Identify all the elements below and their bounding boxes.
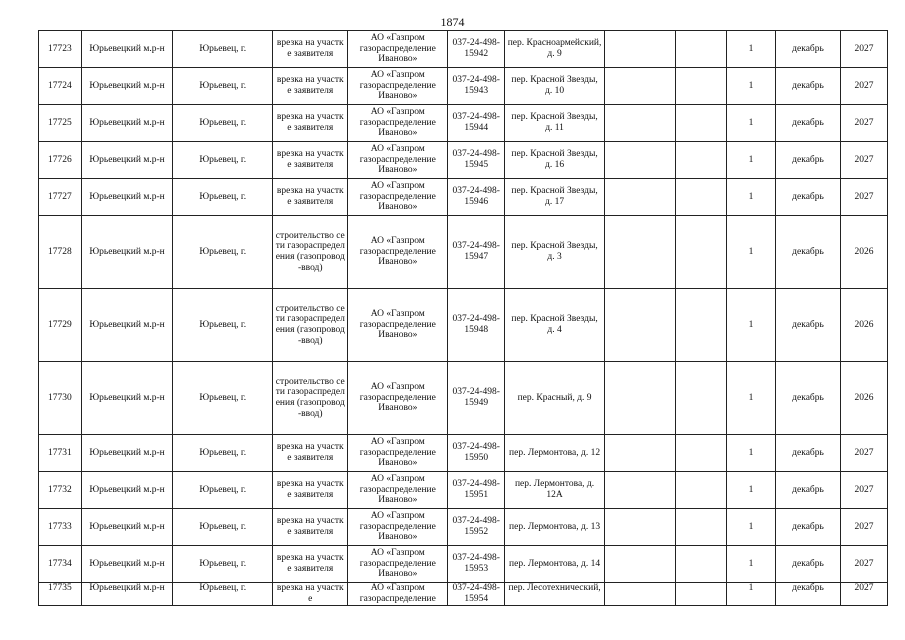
quantity-cell: 1 bbox=[727, 289, 776, 362]
code-cell: 037-24-498-15953 bbox=[448, 546, 505, 583]
quantity-cell: 1 bbox=[727, 546, 776, 583]
code-cell: 037-24-498-15947 bbox=[448, 216, 505, 289]
month-cell: декабрь bbox=[775, 435, 840, 472]
locality-cell: Юрьевец, г. bbox=[173, 362, 273, 435]
locality-cell: Юрьевец, г. bbox=[173, 105, 273, 142]
row-number-cell: 17728 bbox=[39, 216, 82, 289]
table-row bbox=[39, 216, 888, 289]
table-row bbox=[39, 142, 888, 179]
address-cell: пер. Красной Звезды, д. 11 bbox=[505, 105, 605, 142]
address-cell: пер. Красной Звезды, д. 16 bbox=[505, 142, 605, 179]
table-row bbox=[39, 509, 888, 546]
empty-cell bbox=[604, 546, 675, 583]
quantity-cell: 1 bbox=[727, 68, 776, 105]
quantity-cell: 1 bbox=[727, 216, 776, 289]
code-cell: 037-24-498-15942 bbox=[448, 31, 505, 68]
organization-cell: АО «Газпром газораспределение Иваново» bbox=[348, 362, 448, 435]
organization-cell: АО «Газпром газораспределение bbox=[348, 583, 448, 606]
code-cell: 037-24-498-15946 bbox=[448, 179, 505, 216]
row-number-cell: 17723 bbox=[39, 31, 82, 68]
year-cell: 2027 bbox=[841, 583, 888, 606]
work-type-cell: строительство сети газораспределения (газопровод-ввод) bbox=[273, 216, 348, 289]
address-cell: пер. Красный, д. 9 bbox=[505, 362, 605, 435]
month-cell: декабрь bbox=[775, 179, 840, 216]
address-cell: пер. Красной Звезды, д. 17 bbox=[505, 179, 605, 216]
row-number-cell: 17726 bbox=[39, 142, 82, 179]
work-type-cell: врезка на участке заявителя bbox=[273, 509, 348, 546]
month-cell: декабрь bbox=[775, 68, 840, 105]
empty-cell bbox=[604, 472, 675, 509]
month-cell: декабрь bbox=[775, 142, 840, 179]
row-number-cell: 17735 bbox=[39, 583, 82, 606]
empty-cell bbox=[676, 179, 727, 216]
table-row bbox=[39, 105, 888, 142]
year-cell: 2027 bbox=[841, 179, 888, 216]
locality-cell: Юрьевец, г. bbox=[173, 179, 273, 216]
district-cell: Юрьевецкий м.р-н bbox=[81, 142, 173, 179]
row-number-cell: 17731 bbox=[39, 435, 82, 472]
organization-cell: АО «Газпром газораспределение Иваново» bbox=[348, 179, 448, 216]
empty-cell bbox=[676, 472, 727, 509]
empty-cell bbox=[604, 362, 675, 435]
address-cell: пер. Красной Звезды, д. 10 bbox=[505, 68, 605, 105]
empty-cell bbox=[604, 179, 675, 216]
organization-cell: АО «Газпром газораспределение Иваново» bbox=[348, 435, 448, 472]
district-cell: Юрьевецкий м.р-н bbox=[81, 509, 173, 546]
row-number-cell: 17724 bbox=[39, 68, 82, 105]
month-cell: декабрь bbox=[775, 216, 840, 289]
code-cell: 037-24-498-15952 bbox=[448, 509, 505, 546]
locality-cell: Юрьевец, г. bbox=[173, 289, 273, 362]
year-cell: 2026 bbox=[841, 362, 888, 435]
row-number-cell: 17727 bbox=[39, 179, 82, 216]
address-cell: пер. Лермонтова, д. 12А bbox=[505, 472, 605, 509]
address-cell: пер. Лесотехнический, bbox=[505, 583, 605, 606]
empty-cell bbox=[676, 362, 727, 435]
empty-cell bbox=[604, 583, 675, 606]
empty-cell bbox=[676, 142, 727, 179]
empty-cell bbox=[676, 216, 727, 289]
row-number-cell: 17725 bbox=[39, 105, 82, 142]
empty-cell bbox=[604, 105, 675, 142]
month-cell: декабрь bbox=[775, 31, 840, 68]
locality-cell: Юрьевец, г. bbox=[173, 583, 273, 606]
year-cell: 2027 bbox=[841, 31, 888, 68]
locality-cell: Юрьевец, г. bbox=[173, 472, 273, 509]
address-cell: пер. Лермонтова, д. 13 bbox=[505, 509, 605, 546]
row-number-cell: 17729 bbox=[39, 289, 82, 362]
work-type-cell: врезка на участке bbox=[273, 583, 348, 606]
locality-cell: Юрьевец, г. bbox=[173, 142, 273, 179]
year-cell: 2027 bbox=[841, 68, 888, 105]
code-cell: 037-24-498-15950 bbox=[448, 435, 505, 472]
code-cell: 037-24-498-15944 bbox=[448, 105, 505, 142]
year-cell: 2027 bbox=[841, 472, 888, 509]
work-type-cell: врезка на участке заявителя bbox=[273, 68, 348, 105]
empty-cell bbox=[604, 31, 675, 68]
month-cell: декабрь bbox=[775, 472, 840, 509]
organization-cell: АО «Газпром газораспределение Иваново» bbox=[348, 509, 448, 546]
year-cell: 2027 bbox=[841, 142, 888, 179]
locality-cell: Юрьевец, г. bbox=[173, 216, 273, 289]
work-type-cell: врезка на участке заявителя bbox=[273, 179, 348, 216]
row-number-cell: 17733 bbox=[39, 509, 82, 546]
address-cell: пер. Красноармейский, д. 9 bbox=[505, 31, 605, 68]
month-cell: декабрь bbox=[775, 105, 840, 142]
quantity-cell: 1 bbox=[727, 472, 776, 509]
empty-cell bbox=[676, 546, 727, 583]
empty-cell bbox=[676, 105, 727, 142]
locality-cell: Юрьевец, г. bbox=[173, 68, 273, 105]
organization-cell: АО «Газпром газораспределение Иваново» bbox=[348, 31, 448, 68]
address-cell: пер. Лермонтова, д. 12 bbox=[505, 435, 605, 472]
quantity-cell: 1 bbox=[727, 509, 776, 546]
district-cell: Юрьевецкий м.р-н bbox=[81, 362, 173, 435]
district-cell: Юрьевецкий м.р-н bbox=[81, 435, 173, 472]
quantity-cell: 1 bbox=[727, 179, 776, 216]
empty-cell bbox=[604, 435, 675, 472]
address-cell: пер. Лермонтова, д. 14 bbox=[505, 546, 605, 583]
year-cell: 2027 bbox=[841, 435, 888, 472]
empty-cell bbox=[676, 583, 727, 606]
address-cell: пер. Красной Звезды, д. 3 bbox=[505, 216, 605, 289]
organization-cell: АО «Газпром газораспределение Иваново» bbox=[348, 472, 448, 509]
quantity-cell: 1 bbox=[727, 362, 776, 435]
quantity-cell: 1 bbox=[727, 583, 776, 606]
table-row bbox=[39, 583, 888, 606]
address-cell: пер. Красной Звезды, д. 4 bbox=[505, 289, 605, 362]
code-cell: 037-24-498-15943 bbox=[448, 68, 505, 105]
empty-cell bbox=[604, 216, 675, 289]
district-cell: Юрьевецкий м.р-н bbox=[81, 216, 173, 289]
empty-cell bbox=[604, 289, 675, 362]
empty-cell bbox=[676, 509, 727, 546]
quantity-cell: 1 bbox=[727, 142, 776, 179]
table-row bbox=[39, 289, 888, 362]
work-type-cell: строительство сети газораспределения (газопровод-ввод) bbox=[273, 289, 348, 362]
quantity-cell: 1 bbox=[727, 105, 776, 142]
organization-cell: АО «Газпром газораспределение Иваново» bbox=[348, 216, 448, 289]
work-type-cell: врезка на участке заявителя bbox=[273, 105, 348, 142]
work-type-cell: врезка на участке заявителя bbox=[273, 435, 348, 472]
quantity-cell: 1 bbox=[727, 31, 776, 68]
organization-cell: АО «Газпром газораспределение Иваново» bbox=[348, 68, 448, 105]
district-cell: Юрьевецкий м.р-н bbox=[81, 179, 173, 216]
locality-cell: Юрьевец, г. bbox=[173, 435, 273, 472]
year-cell: 2027 bbox=[841, 509, 888, 546]
code-cell: 037-24-498-15945 bbox=[448, 142, 505, 179]
empty-cell bbox=[604, 142, 675, 179]
year-cell: 2026 bbox=[841, 216, 888, 289]
empty-cell bbox=[604, 509, 675, 546]
work-type-cell: строительство сети газораспределения (газопровод-ввод) bbox=[273, 362, 348, 435]
organization-cell: АО «Газпром газораспределение Иваново» bbox=[348, 289, 448, 362]
table-row bbox=[39, 31, 888, 68]
code-cell: 037-24-498-15954 bbox=[448, 583, 505, 606]
organization-cell: АО «Газпром газораспределение Иваново» bbox=[348, 105, 448, 142]
month-cell: декабрь bbox=[775, 289, 840, 362]
locality-cell: Юрьевец, г. bbox=[173, 31, 273, 68]
locality-cell: Юрьевец, г. bbox=[173, 509, 273, 546]
year-cell: 2027 bbox=[841, 546, 888, 583]
district-cell: Юрьевецкий м.р-н bbox=[81, 546, 173, 583]
work-type-cell: врезка на участке заявителя bbox=[273, 546, 348, 583]
organization-cell: АО «Газпром газораспределение Иваново» bbox=[348, 546, 448, 583]
empty-cell bbox=[676, 68, 727, 105]
empty-cell bbox=[676, 435, 727, 472]
district-cell: Юрьевецкий м.р-н bbox=[81, 105, 173, 142]
table-row bbox=[39, 546, 888, 583]
month-cell: декабрь bbox=[775, 362, 840, 435]
work-type-cell: врезка на участке заявителя bbox=[273, 31, 348, 68]
work-type-cell: врезка на участке заявителя bbox=[273, 142, 348, 179]
work-type-cell: врезка на участке заявителя bbox=[273, 472, 348, 509]
district-cell: Юрьевецкий м.р-н bbox=[81, 583, 173, 606]
table-row bbox=[39, 362, 888, 435]
district-cell: Юрьевецкий м.р-н bbox=[81, 31, 173, 68]
table-row bbox=[39, 472, 888, 509]
table-row bbox=[39, 68, 888, 105]
code-cell: 037-24-498-15948 bbox=[448, 289, 505, 362]
organization-cell: АО «Газпром газораспределение Иваново» bbox=[348, 142, 448, 179]
empty-cell bbox=[676, 31, 727, 68]
row-number-cell: 17734 bbox=[39, 546, 82, 583]
year-cell: 2026 bbox=[841, 289, 888, 362]
row-number-cell: 17732 bbox=[39, 472, 82, 509]
table-row bbox=[39, 435, 888, 472]
month-cell: декабрь bbox=[775, 546, 840, 583]
code-cell: 037-24-498-15949 bbox=[448, 362, 505, 435]
district-cell: Юрьевецкий м.р-н bbox=[81, 68, 173, 105]
page-number: 1874 bbox=[440, 15, 465, 29]
table-row bbox=[39, 179, 888, 216]
month-cell: декабрь bbox=[775, 509, 840, 546]
quantity-cell: 1 bbox=[727, 435, 776, 472]
district-cell: Юрьевецкий м.р-н bbox=[81, 289, 173, 362]
locality-cell: Юрьевец, г. bbox=[173, 546, 273, 583]
empty-cell bbox=[676, 289, 727, 362]
row-number-cell: 17730 bbox=[39, 362, 82, 435]
year-cell: 2027 bbox=[841, 105, 888, 142]
gas-connection-table bbox=[38, 30, 888, 606]
month-cell: декабрь bbox=[775, 583, 840, 606]
empty-cell bbox=[604, 68, 675, 105]
district-cell: Юрьевецкий м.р-н bbox=[81, 472, 173, 509]
code-cell: 037-24-498-15951 bbox=[448, 472, 505, 509]
